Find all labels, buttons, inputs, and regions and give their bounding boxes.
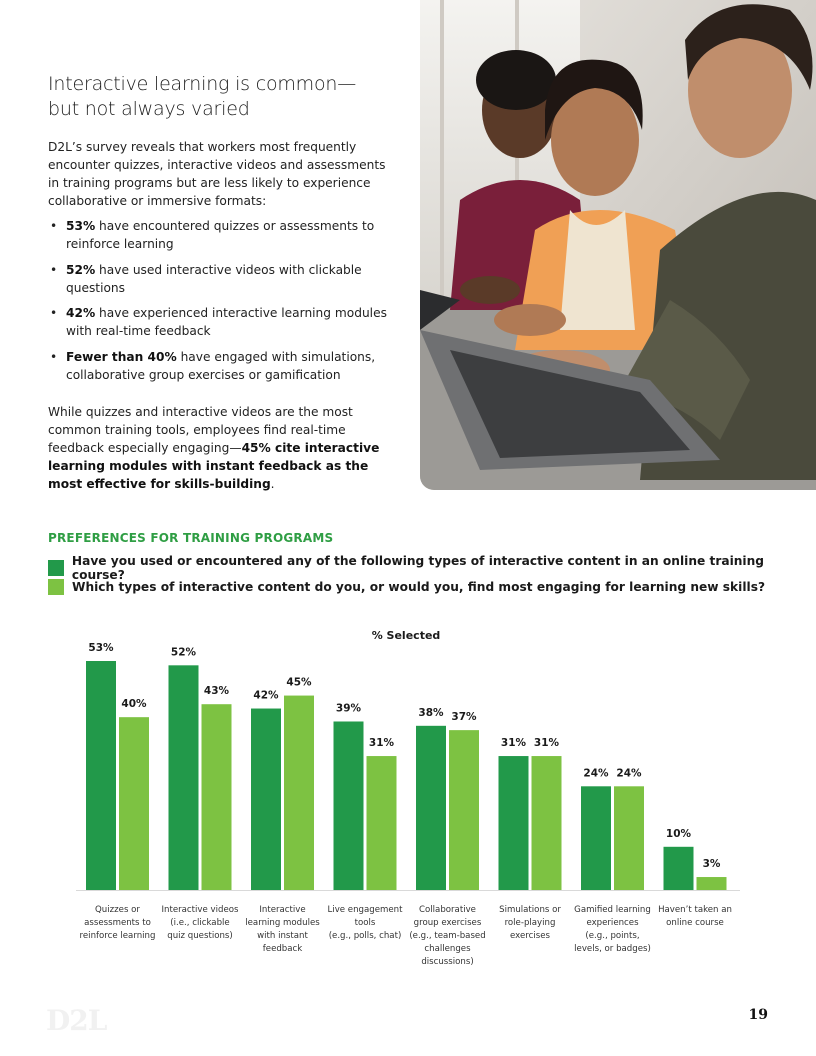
bar-encountered bbox=[169, 665, 199, 890]
category-label-line: Collaborative bbox=[419, 905, 476, 915]
category-label-line: Gamified learning bbox=[574, 905, 651, 915]
findings-list bbox=[48, 217, 393, 391]
category-label-line: with instant bbox=[257, 931, 308, 941]
category-label bbox=[245, 905, 320, 954]
category-label bbox=[80, 905, 156, 941]
category-label-line: Simulations or bbox=[499, 905, 561, 915]
category-label-line: exercises bbox=[510, 931, 550, 941]
closing-highlight: 45% cite interactive learning modules with instant feedback as the most effective for skills-building bbox=[48, 441, 380, 491]
category-label-line: online course bbox=[666, 918, 724, 928]
category-label-line: Live engagement bbox=[327, 905, 403, 915]
bar-value-label-encountered: 10% bbox=[665, 827, 692, 840]
bar-engaging bbox=[367, 756, 397, 890]
category-label bbox=[499, 905, 561, 941]
bar-value-label-encountered: 42% bbox=[253, 689, 279, 702]
bar-encountered bbox=[664, 847, 694, 890]
chart-title: % Selected bbox=[371, 629, 441, 642]
bar-value-label-engaging: 31% bbox=[368, 737, 395, 750]
bar-value-label-engaging: 45% bbox=[286, 676, 312, 689]
legend-item-encountered bbox=[48, 554, 816, 582]
category-label-line: reinforce learning bbox=[79, 931, 156, 941]
category-label-line: group exercises bbox=[413, 918, 482, 928]
category-label-line: Quizzes or bbox=[95, 905, 140, 915]
bar-engaging bbox=[614, 786, 644, 890]
closing-text: While quizzes and interactive videos are the most common training tools, employees find real-time feedback especially engaging— bbox=[48, 405, 353, 455]
category-label-line: assessments to bbox=[84, 918, 151, 928]
bar-encountered bbox=[499, 756, 529, 890]
category-label-line: Interactive videos bbox=[161, 905, 239, 915]
category-label bbox=[328, 905, 404, 941]
bar-engaging bbox=[119, 717, 149, 890]
bar-value-label-encountered: 31% bbox=[500, 737, 527, 750]
category-label-line: (e.g., points, bbox=[585, 931, 640, 941]
category-label-line: tools bbox=[354, 918, 376, 928]
legend-swatch-light bbox=[48, 579, 64, 595]
bar-engaging bbox=[449, 730, 479, 890]
bar-encountered bbox=[334, 721, 364, 890]
d2l-logo: D2L bbox=[46, 1004, 107, 1037]
category-label-line: experiences bbox=[586, 918, 639, 928]
bar-value-label-engaging: 31% bbox=[533, 737, 560, 750]
finding-text: have engaged with simulations, collaborative group exercises or gamification bbox=[66, 349, 376, 382]
hero-photo bbox=[420, 0, 816, 490]
finding-item bbox=[48, 304, 393, 340]
bar-value-label-engaging: 24% bbox=[616, 767, 642, 780]
category-label-line: Interactive bbox=[259, 905, 306, 915]
bar-value-label-engaging: 3% bbox=[702, 858, 721, 871]
finding-item bbox=[48, 217, 393, 253]
people-at-laptop-illustration bbox=[420, 0, 816, 490]
bar-value-label-engaging: 40% bbox=[121, 698, 147, 711]
bar-value-label-encountered: 52% bbox=[170, 646, 197, 659]
bar-chart bbox=[0, 620, 816, 980]
bar-value-label-engaging: 37% bbox=[451, 711, 477, 724]
category-label-line: feedback bbox=[262, 944, 303, 954]
category-label-line: role-playing bbox=[504, 918, 556, 928]
category-label bbox=[658, 905, 732, 928]
bar-value-label-engaging: 43% bbox=[203, 685, 230, 698]
finding-stat: 53% bbox=[66, 219, 96, 233]
bar-encountered bbox=[416, 726, 446, 890]
bar-encountered bbox=[86, 661, 116, 890]
page-heading bbox=[48, 72, 388, 122]
bar-value-label-encountered: 53% bbox=[88, 642, 114, 654]
bar-value-label-encountered: 38% bbox=[418, 706, 444, 719]
bar-engaging bbox=[284, 696, 314, 890]
bar-engaging bbox=[697, 877, 727, 890]
finding-stat: 42% bbox=[66, 306, 96, 320]
category-label-line: levels, or badges) bbox=[574, 944, 651, 954]
bar-engaging bbox=[532, 756, 562, 890]
finding-stat: Fewer than 40% bbox=[66, 349, 177, 364]
category-label-line: (e.g., team-based bbox=[409, 931, 486, 941]
bar-encountered bbox=[581, 786, 611, 890]
category-label-line: challenges bbox=[424, 944, 471, 954]
category-label-line: (i.e., clickable bbox=[170, 918, 230, 928]
intro-paragraph: D2L’s survey reveals that workers most frequently encounter quizzes, interactive videos and assessments in training programs but are less likely to experience collaborative or immersive formats: bbox=[48, 140, 386, 208]
closing-paragraph bbox=[48, 403, 398, 493]
closing-end: . bbox=[270, 477, 275, 491]
finding-item bbox=[48, 261, 393, 297]
category-label bbox=[574, 905, 651, 954]
finding-item bbox=[48, 348, 393, 384]
heading-line-1: Interactive learning is common— bbox=[48, 73, 357, 95]
category-label bbox=[162, 905, 239, 941]
finding-text: have encountered quizzes or assessments to reinforce learning bbox=[66, 219, 375, 251]
section-title: PREFERENCES FOR TRAINING PROGRAMS bbox=[48, 531, 334, 545]
category-label-line: (e.g., polls, chat) bbox=[328, 931, 402, 941]
legend-swatch-dark bbox=[48, 560, 64, 576]
category-label-line: quiz questions) bbox=[167, 931, 233, 941]
bar-value-label-encountered: 39% bbox=[335, 702, 362, 715]
finding-stat: 52% bbox=[66, 262, 96, 277]
legend-label-encountered: Have you used or encountered any of the following types of interactive content in an online training course? bbox=[71, 554, 764, 582]
finding-text: have experienced interactive learning modules with real-time feedback bbox=[66, 306, 387, 338]
bar-chart-svg bbox=[0, 620, 816, 980]
bar-value-label-encountered: 24% bbox=[583, 767, 609, 780]
legend-item-engaging bbox=[48, 579, 765, 595]
bar-engaging bbox=[202, 704, 232, 890]
category-label-line: learning modules bbox=[245, 918, 320, 928]
finding-text: have used interactive videos with clickable questions bbox=[66, 262, 362, 295]
page-number: 19 bbox=[748, 1007, 768, 1023]
heading-line-2: but not always varied bbox=[48, 98, 250, 120]
category-label bbox=[409, 905, 485, 967]
category-label-line: discussions) bbox=[421, 957, 474, 967]
bar-encountered bbox=[251, 709, 281, 890]
legend-label-engaging: Which types of interactive content do you, or would you, find most engaging for learning new skills? bbox=[72, 580, 766, 594]
category-label-line: Haven’t taken an bbox=[658, 905, 732, 915]
